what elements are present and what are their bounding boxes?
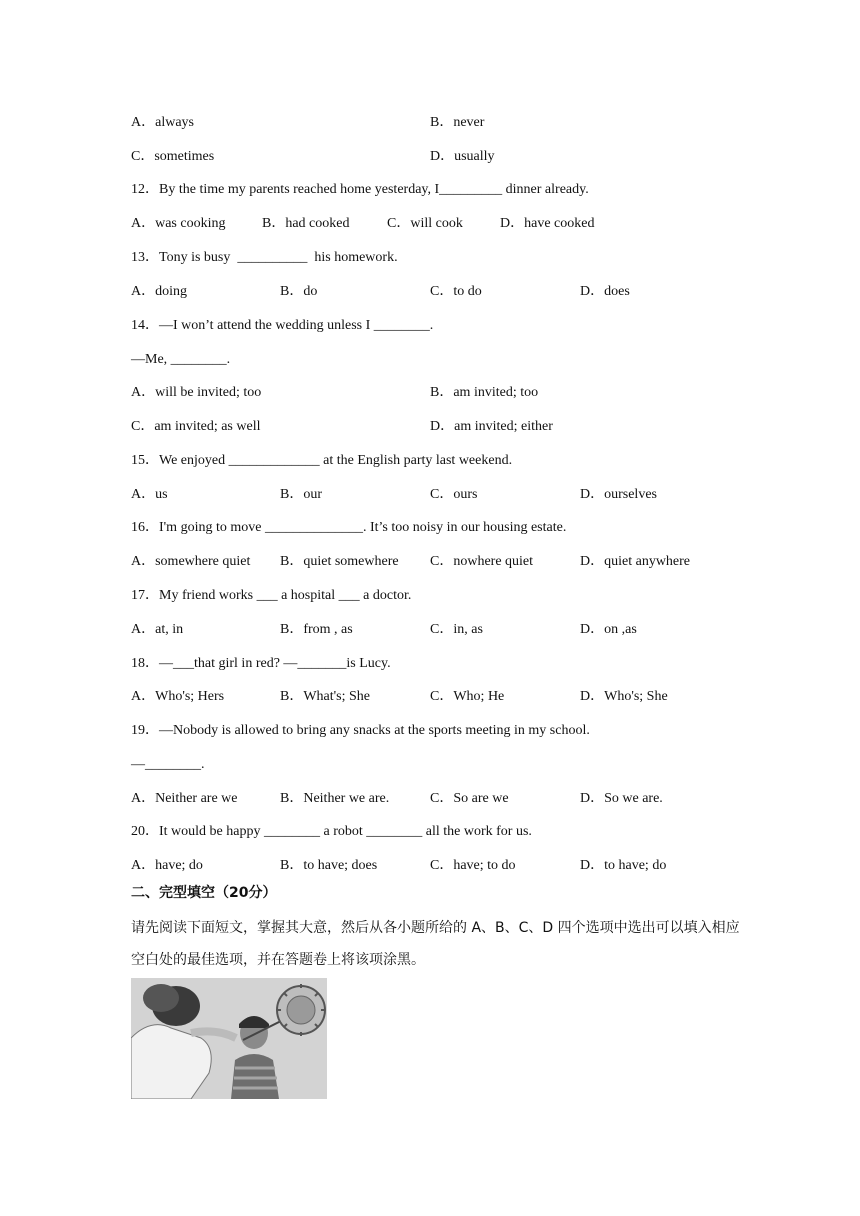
q15-option-d: D．ourselves <box>580 487 657 502</box>
q14-option-d: D．am invited; either <box>430 419 553 434</box>
q15-option-a: A．us <box>131 487 168 502</box>
q17-option-d: D．on ,as <box>580 622 637 637</box>
q19-option-a: A．Neither are we <box>131 791 238 806</box>
q18-stem: 18．—___that girl in red? —_______is Lucy. <box>131 656 391 671</box>
q13-option-a: A．doing <box>131 284 187 299</box>
dentist-photo <box>131 978 327 1099</box>
q17-stem: 17．My friend works ___ a hospital ___ a doctor. <box>131 588 412 603</box>
q11-option-d: D．usually <box>430 149 495 164</box>
q20-option-c: C．have; to do <box>430 858 516 873</box>
q14-stem-reply: —Me, ________. <box>131 352 231 367</box>
q18-option-c: C．Who; He <box>430 689 505 704</box>
q17-option-b: B．from , as <box>280 622 353 637</box>
q11-option-b: B．never <box>430 115 485 130</box>
q14-stem: 14．—I won’t attend the wedding unless I ________. <box>131 318 434 333</box>
q11-option-c: C．sometimes <box>131 149 215 164</box>
section-instructions: 请先阅读下面短文，掌握其大意，然后从各小题所给的 A、B、C、D 四个选项中选出可以填入相应空白处的最佳选项，并在答题卷上将该项涂黑。 <box>131 920 740 968</box>
q15-stem: 15．We enjoyed _____________ at the English party last weekend. <box>131 453 513 468</box>
q11-option-a: A．always <box>131 115 194 130</box>
q12-stem: 12．By the time my parents reached home yesterday, I_________ dinner already. <box>131 182 589 197</box>
q13-option-b: B．do <box>280 284 318 299</box>
q19-option-c: C．So are we <box>430 791 509 806</box>
q14-option-a: A．will be invited; too <box>131 385 262 400</box>
q19-option-d: D．So we are. <box>580 791 663 806</box>
q12-option-c: C．will cook <box>387 216 463 231</box>
q12-option-d: D．have cooked <box>500 216 595 231</box>
q17-option-c: C．in, as <box>430 622 483 637</box>
q13-option-c: C．to do <box>430 284 482 299</box>
q19-option-b: B．Neither we are. <box>280 791 390 806</box>
section-heading: 二、完型填空（20分） <box>131 885 277 901</box>
q13-stem: 13．Tony is busy __________ his homework. <box>131 250 398 265</box>
q20-option-a: A．have; do <box>131 858 203 873</box>
q16-option-b: B．quiet somewhere <box>280 554 399 569</box>
q20-stem: 20．It would be happy ________ a robot ________ all the work for us. <box>131 824 532 839</box>
q13-option-d: D．does <box>580 284 630 299</box>
q14-option-b: B．am invited; too <box>430 385 539 400</box>
q16-option-c: C．nowhere quiet <box>430 554 534 569</box>
q14-option-c: C．am invited; as well <box>131 419 261 434</box>
q12-option-a: A．was cooking <box>131 216 226 231</box>
q15-option-b: B．our <box>280 487 322 502</box>
q20-option-d: D．to have; do <box>580 858 667 873</box>
q16-option-a: A．somewhere quiet <box>131 554 251 569</box>
q16-option-d: D．quiet anywhere <box>580 554 691 569</box>
q12-option-b: B．had cooked <box>262 216 350 231</box>
q15-option-c: C．ours <box>430 487 478 502</box>
q20-option-b: B．to have; does <box>280 858 378 873</box>
q17-option-a: A．at, in <box>131 622 184 637</box>
q19-stem: 19．—Nobody is allowed to bring any snacks at the sports meeting in my school. <box>131 723 590 738</box>
q16-stem: 16．I'm going to move ______________. It’s too noisy in our housing estate. <box>131 520 567 535</box>
q18-option-a: A．Who's; Hers <box>131 689 225 704</box>
q19-stem-reply: —________. <box>131 757 205 772</box>
q18-option-d: D．Who's; She <box>580 689 668 704</box>
q18-option-b: B．What's; She <box>280 689 371 704</box>
